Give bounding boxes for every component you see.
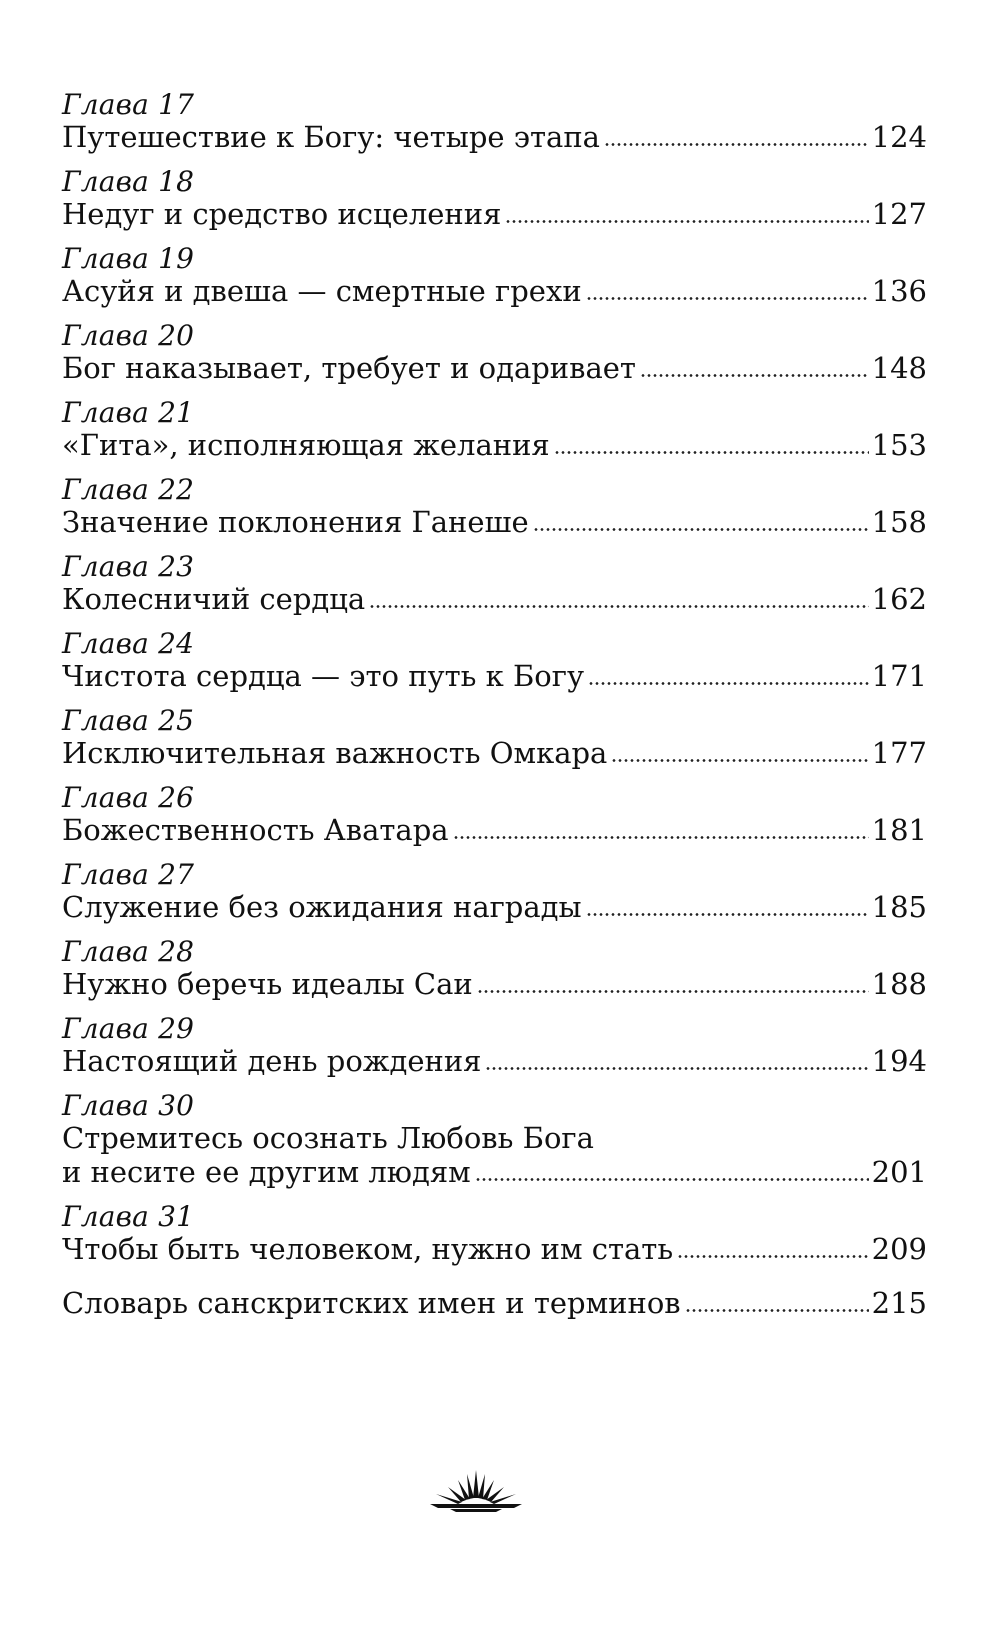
page-number: 171 xyxy=(871,659,927,693)
dot-leader xyxy=(604,143,869,146)
dot-leader xyxy=(640,374,869,377)
chapter-label: Глава 28 xyxy=(62,935,195,968)
toc-line xyxy=(62,274,927,308)
page-number: 185 xyxy=(871,890,927,924)
page-number: 188 xyxy=(871,967,927,1001)
chapter-title: Недуг и средство исцеления xyxy=(62,197,502,231)
toc-entry-chapter-28 xyxy=(62,937,927,1001)
toc-line xyxy=(62,351,927,385)
chapter-title: Колесничий сердца xyxy=(62,582,366,616)
chapter-title: Значение поклонения Ганеше xyxy=(62,505,529,539)
dot-leader xyxy=(505,220,868,223)
page-number: 124 xyxy=(871,120,927,154)
chapter-title: «Гита», исполняющая желания xyxy=(62,428,550,462)
toc-entry-chapter-24 xyxy=(62,629,927,693)
dot-leader xyxy=(485,1067,868,1070)
chapter-label: Глава 25 xyxy=(62,704,195,737)
chapter-title: Служение без ожидания награды xyxy=(62,890,582,924)
dot-leader xyxy=(554,451,869,454)
page-number: 158 xyxy=(871,505,927,539)
chapter-title: Бог наказывает, требует и одаривает xyxy=(62,351,636,385)
table-of-contents xyxy=(62,90,927,1333)
glossary-title: Словарь санскритских имен и терминов xyxy=(62,1286,681,1320)
chapter-label: Глава 21 xyxy=(62,396,195,429)
dot-leader xyxy=(453,836,869,839)
chapter-title: Исключительная важность Омкара xyxy=(62,736,608,770)
chapter-title: Нужно беречь идеалы Саи xyxy=(62,967,473,1001)
page-number: 153 xyxy=(871,428,927,462)
toc-entry-glossary xyxy=(62,1286,927,1320)
toc-line xyxy=(62,120,927,154)
toc-entry-chapter-18 xyxy=(62,167,927,231)
chapter-label: Глава 31 xyxy=(62,1200,195,1233)
chapter-label: Глава 19 xyxy=(62,242,195,275)
toc-line xyxy=(62,813,927,847)
chapter-title-line-2: и несите ее другим людям xyxy=(62,1155,471,1189)
chapter-label: Глава 26 xyxy=(62,781,195,814)
chapter-title: Чистота сердца — это путь к Богу xyxy=(62,659,585,693)
page-number: 194 xyxy=(871,1044,927,1078)
toc-line xyxy=(62,736,927,770)
dot-leader xyxy=(586,297,869,300)
page-number: 136 xyxy=(871,274,927,308)
page-number: 181 xyxy=(871,813,927,847)
toc-entry-chapter-25 xyxy=(62,706,927,770)
toc-entry-chapter-17 xyxy=(62,90,927,154)
page-number: 201 xyxy=(871,1155,927,1189)
toc-line xyxy=(62,1155,927,1189)
toc-entry-chapter-31 xyxy=(62,1202,927,1266)
toc-line xyxy=(62,659,927,693)
dot-leader xyxy=(685,1309,869,1312)
chapter-label: Глава 30 xyxy=(62,1089,195,1122)
dot-leader xyxy=(369,605,868,608)
dot-leader xyxy=(677,1255,869,1258)
lotus-ornament-icon xyxy=(430,1468,522,1512)
toc-line xyxy=(62,1232,927,1266)
chapter-title: Божественность Аватара xyxy=(62,813,449,847)
toc-line xyxy=(62,197,927,231)
page-number: 209 xyxy=(871,1232,927,1266)
toc-entry-chapter-23 xyxy=(62,552,927,616)
chapter-label: Глава 23 xyxy=(62,550,195,583)
chapter-title: Настоящий день рождения xyxy=(62,1044,482,1078)
toc-line xyxy=(62,505,927,539)
chapter-label: Глава 20 xyxy=(62,319,195,352)
page-number: 162 xyxy=(871,582,927,616)
chapter-title: Асуйя и двеша — смертные грехи xyxy=(62,274,582,308)
toc-entry-chapter-26 xyxy=(62,783,927,847)
toc-line xyxy=(62,428,927,462)
toc-line xyxy=(62,967,927,1001)
chapter-label: Глава 29 xyxy=(62,1012,195,1045)
toc-entry-chapter-30 xyxy=(62,1091,927,1189)
chapter-label: Глава 18 xyxy=(62,165,195,198)
chapter-title-line-1: Стремитесь осознать Любовь Бога xyxy=(62,1121,594,1155)
dot-leader xyxy=(477,990,869,993)
page-number: 215 xyxy=(871,1286,927,1320)
toc-line xyxy=(62,890,927,924)
dot-leader xyxy=(475,1178,869,1181)
toc-entry-chapter-22 xyxy=(62,475,927,539)
page-number: 177 xyxy=(871,736,927,770)
chapter-title: Чтобы быть человеком, нужно им стать xyxy=(62,1232,674,1266)
toc-line xyxy=(62,582,927,616)
toc-line xyxy=(62,1044,927,1078)
dot-leader xyxy=(533,528,869,531)
dot-leader xyxy=(611,759,868,762)
chapter-label: Глава 27 xyxy=(62,858,195,891)
page-number: 127 xyxy=(871,197,927,231)
toc-line xyxy=(62,1286,927,1320)
dot-leader xyxy=(588,682,869,685)
toc-entry-chapter-27 xyxy=(62,860,927,924)
toc-entry-chapter-20 xyxy=(62,321,927,385)
page-number: 148 xyxy=(871,351,927,385)
toc-entry-chapter-29 xyxy=(62,1014,927,1078)
chapter-label: Глава 22 xyxy=(62,473,195,506)
chapter-label: Глава 17 xyxy=(62,88,195,121)
toc-entry-chapter-21 xyxy=(62,398,927,462)
toc-entry-chapter-19 xyxy=(62,244,927,308)
dot-leader xyxy=(586,913,869,916)
chapter-title: Путешествие к Богу: четыре этапа xyxy=(62,120,600,154)
chapter-label: Глава 24 xyxy=(62,627,195,660)
